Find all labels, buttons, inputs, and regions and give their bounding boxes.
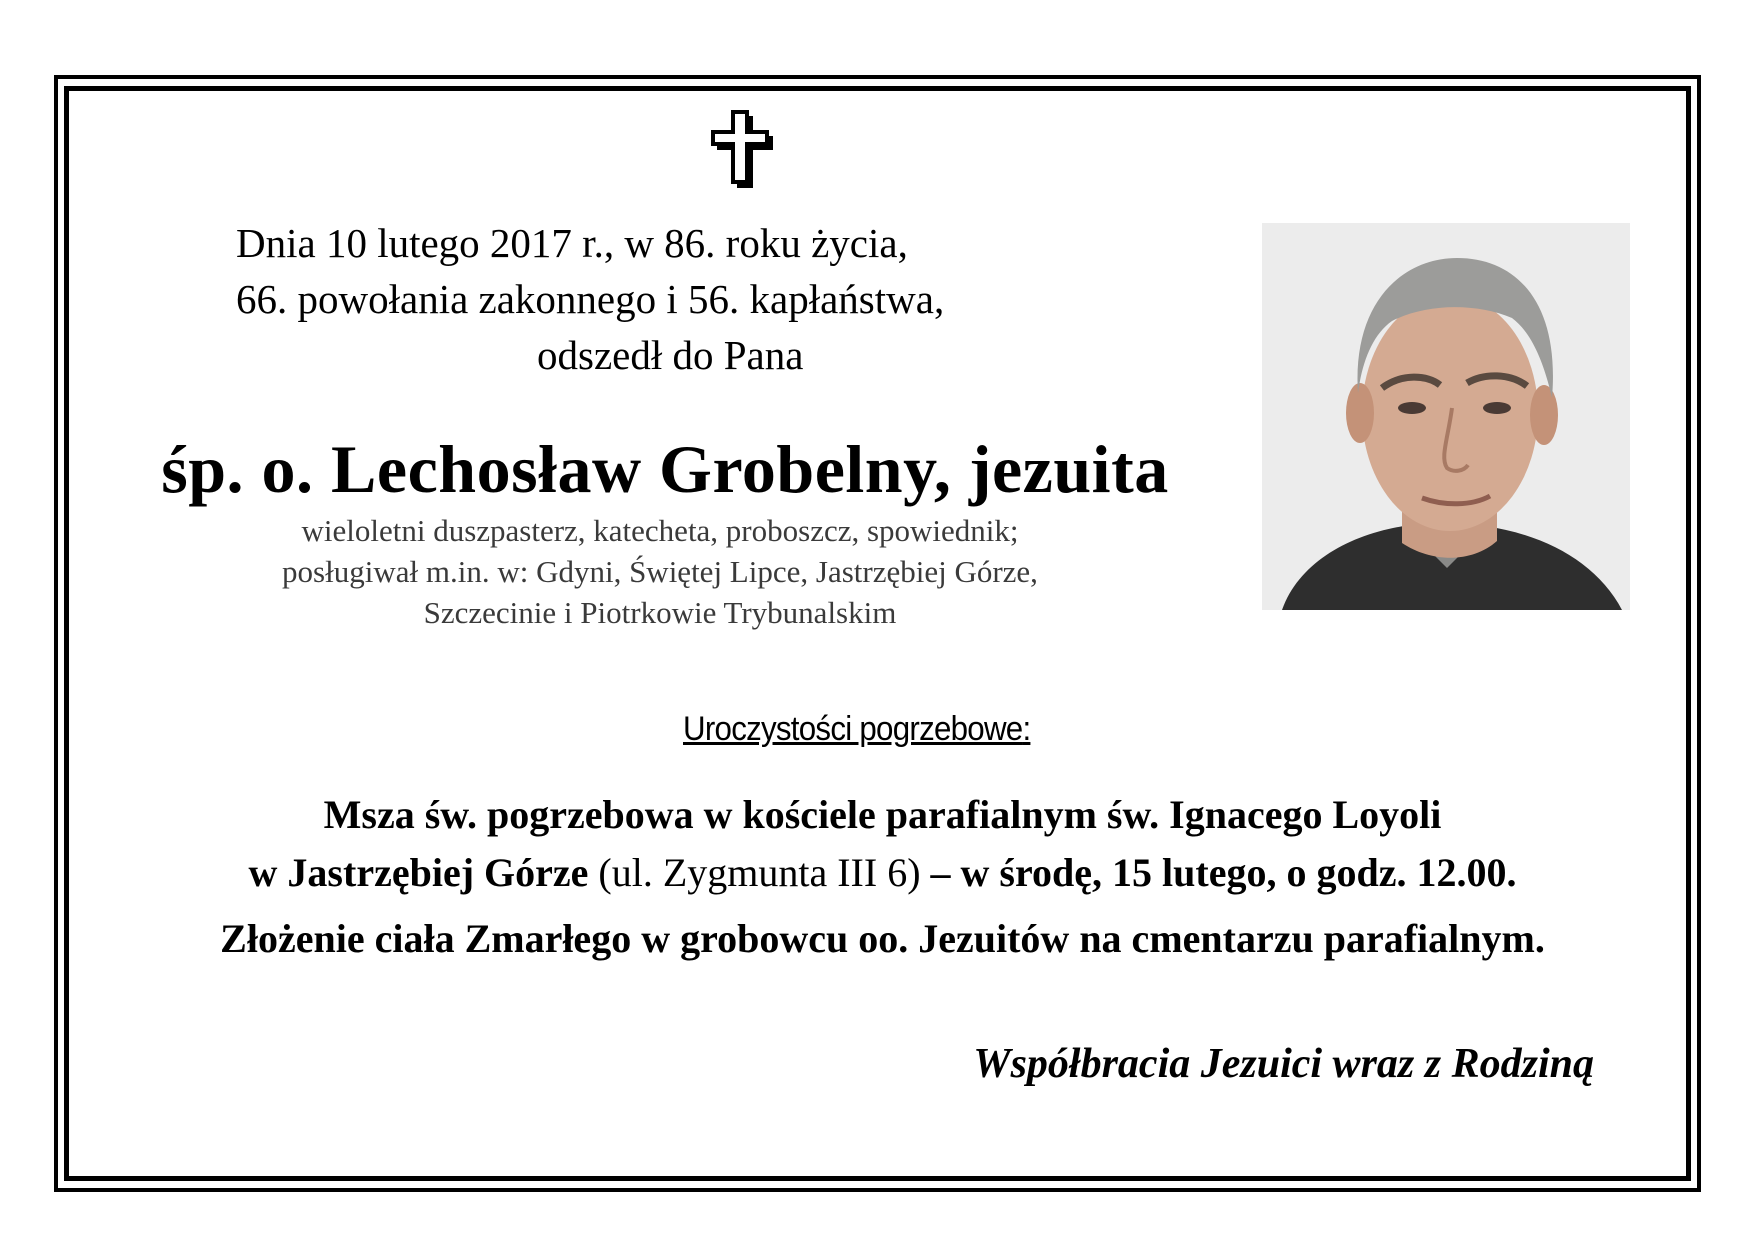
deceased-name: śp. o. Lechosław Grobelny, jezuita <box>161 431 1169 507</box>
mass-line-2 <box>100 844 1665 902</box>
mass-location: w Jastrzębiej Górze <box>248 850 589 895</box>
signature: Współbracia Jezuici wraz z Rodziną <box>973 1041 1594 1087</box>
ceremony-heading <box>683 710 1030 749</box>
ceremony-heading-colon: : <box>1022 710 1031 748</box>
announcement-line-3: odszedł do Pana <box>537 332 804 378</box>
biography-line-1: wieloletni duszpasterz, katecheta, proboszcz, spowiednik; <box>301 513 1019 548</box>
mass-date-time: – w środę, 15 lutego, o godz. 12.00. <box>930 850 1517 895</box>
cross-icon <box>707 110 777 190</box>
portrait-photo <box>1262 223 1630 610</box>
mass-line-1: Msza św. pogrzebowa w kościele parafialnym św. Ignacego Loyoli <box>323 792 1442 837</box>
announcement-block <box>140 215 1190 385</box>
biography-line-2: posługiwał m.in. w: Gdyni, Świętej Lipce, Jastrzębiej Górze, <box>282 554 1038 589</box>
announcement-line-1: Dnia 10 lutego 2017 r., w 86. roku życia, <box>236 220 908 266</box>
announcement-line-2: 66. powołania zakonnego i 56. kapłaństwa, <box>236 276 945 322</box>
burial-info: Złożenie ciała Zmarłego w grobowcu oo. Jezuitów na cmentarzu parafialnym. <box>220 916 1545 961</box>
ceremony-heading-text: Uroczystości pogrzebowe <box>683 710 1023 748</box>
biography-line-3: Szczecinie i Piotrkowie Trybunalskim <box>423 595 897 630</box>
funeral-mass-block <box>100 786 1665 902</box>
mass-address: (ul. Zygmunta III 6) <box>588 850 931 895</box>
biography-block <box>160 510 1160 633</box>
